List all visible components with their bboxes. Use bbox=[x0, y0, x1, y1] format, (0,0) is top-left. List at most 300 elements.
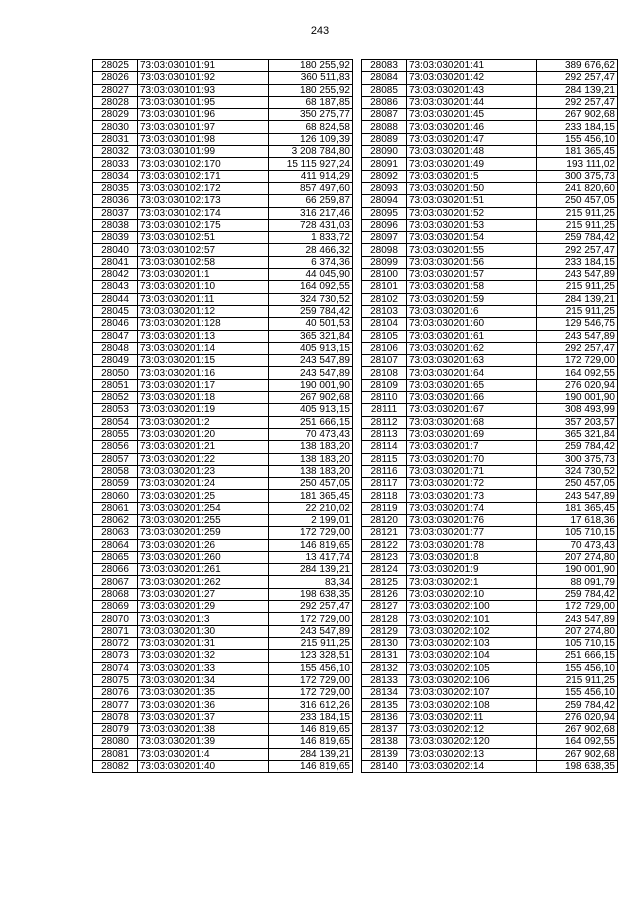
cadastral-number-cell: 73:03:030202:100 bbox=[407, 601, 537, 613]
table-row bbox=[93, 674, 353, 686]
record-number-cell: 28077 bbox=[93, 699, 138, 711]
table-row bbox=[93, 219, 353, 231]
cadastral-number-cell: 73:03:030102:58 bbox=[138, 256, 269, 268]
record-number-cell: 28056 bbox=[93, 441, 138, 453]
record-number-cell: 28094 bbox=[362, 195, 407, 207]
record-number-cell: 28111 bbox=[362, 404, 407, 416]
cadastral-value-cell: 193 111,02 bbox=[537, 158, 618, 170]
cadastral-number-cell: 73:03:030201:39 bbox=[138, 736, 269, 748]
record-number-cell: 28045 bbox=[93, 305, 138, 317]
record-number-cell: 28030 bbox=[93, 121, 138, 133]
record-number-cell: 28050 bbox=[93, 367, 138, 379]
cadastral-number-cell: 73:03:030201:12 bbox=[138, 305, 269, 317]
record-number-cell: 28046 bbox=[93, 318, 138, 330]
cadastral-number-cell: 73:03:030201:27 bbox=[138, 588, 269, 600]
table-row bbox=[362, 490, 618, 502]
cadastral-value-cell: 357 203,57 bbox=[537, 416, 618, 428]
cadastral-value-cell: 66 259,87 bbox=[269, 195, 353, 207]
table-row bbox=[93, 232, 353, 244]
cadastral-value-cell: 251 666,15 bbox=[269, 416, 353, 428]
cadastral-number-cell: 73:03:030101:92 bbox=[138, 72, 269, 84]
cadastral-value-cell: 181 365,45 bbox=[537, 502, 618, 514]
table-row bbox=[362, 416, 618, 428]
cadastral-value-cell: 164 092,55 bbox=[537, 736, 618, 748]
cadastral-value-cell: 207 274,80 bbox=[537, 625, 618, 637]
record-number-cell: 28102 bbox=[362, 293, 407, 305]
cadastral-value-cell: 146 819,65 bbox=[269, 539, 353, 551]
cadastral-value-cell: 233 184,15 bbox=[269, 711, 353, 723]
cadastral-value-cell: 324 730,52 bbox=[537, 465, 618, 477]
record-number-cell: 28082 bbox=[93, 760, 138, 772]
record-number-cell: 28132 bbox=[362, 662, 407, 674]
record-number-cell: 28129 bbox=[362, 625, 407, 637]
cadastral-value-cell: 129 546,75 bbox=[537, 318, 618, 330]
record-number-cell: 28104 bbox=[362, 318, 407, 330]
cadastral-value-cell: 1 833,72 bbox=[269, 232, 353, 244]
cadastral-value-cell: 259 784,42 bbox=[537, 588, 618, 600]
cadastral-value-cell: 389 676,62 bbox=[537, 60, 618, 72]
cadastral-number-cell: 73:03:030102:51 bbox=[138, 232, 269, 244]
cadastral-number-cell: 73:03:030201:67 bbox=[407, 404, 537, 416]
record-number-cell: 28065 bbox=[93, 551, 138, 563]
table-row bbox=[93, 478, 353, 490]
cadastral-number-cell: 73:03:030202:104 bbox=[407, 650, 537, 662]
cadastral-number-cell: 73:03:030102:172 bbox=[138, 182, 269, 194]
record-number-cell: 28031 bbox=[93, 133, 138, 145]
cadastral-number-cell: 73:03:030201:50 bbox=[407, 182, 537, 194]
cadastral-value-cell: 146 819,65 bbox=[269, 724, 353, 736]
record-number-cell: 28116 bbox=[362, 465, 407, 477]
cadastral-value-cell: 138 183,20 bbox=[269, 465, 353, 477]
cadastral-number-cell: 73:03:030201:45 bbox=[407, 109, 537, 121]
record-number-cell: 28088 bbox=[362, 121, 407, 133]
cadastral-number-cell: 73:03:030201:29 bbox=[138, 601, 269, 613]
table-row bbox=[93, 699, 353, 711]
cadastral-number-cell: 73:03:030201:15 bbox=[138, 355, 269, 367]
cadastral-value-cell: 172 729,00 bbox=[537, 601, 618, 613]
cadastral-number-cell: 73:03:030101:95 bbox=[138, 96, 269, 108]
record-number-cell: 28099 bbox=[362, 256, 407, 268]
cadastral-number-cell: 73:03:030102:171 bbox=[138, 170, 269, 182]
cadastral-value-cell: 251 666,15 bbox=[537, 650, 618, 662]
cadastral-number-cell: 73:03:030101:93 bbox=[138, 84, 269, 96]
cadastral-number-cell: 73:03:030201:17 bbox=[138, 379, 269, 391]
cadastral-value-cell: 215 911,25 bbox=[537, 281, 618, 293]
record-number-cell: 28097 bbox=[362, 232, 407, 244]
table-row bbox=[362, 355, 618, 367]
record-number-cell: 28040 bbox=[93, 244, 138, 256]
cadastral-value-cell: 44 045,90 bbox=[269, 269, 353, 281]
cadastral-value-cell: 259 784,42 bbox=[537, 441, 618, 453]
cadastral-value-cell: 83,34 bbox=[269, 576, 353, 588]
cadastral-number-cell: 73:03:030201:51 bbox=[407, 195, 537, 207]
cadastral-value-cell: 243 547,89 bbox=[269, 367, 353, 379]
record-number-cell: 28093 bbox=[362, 182, 407, 194]
cadastral-value-cell: 276 020,94 bbox=[537, 379, 618, 391]
table-row bbox=[93, 133, 353, 145]
cadastral-number-cell: 73:03:030201:60 bbox=[407, 318, 537, 330]
cadastral-value-cell: 207 274,80 bbox=[537, 551, 618, 563]
cadastral-value-cell: 243 547,89 bbox=[269, 355, 353, 367]
record-number-cell: 28051 bbox=[93, 379, 138, 391]
table-row bbox=[93, 527, 353, 539]
record-number-cell: 28027 bbox=[93, 84, 138, 96]
table-row bbox=[93, 724, 353, 736]
record-number-cell: 28033 bbox=[93, 158, 138, 170]
cadastral-value-cell: 22 210,02 bbox=[269, 502, 353, 514]
record-number-cell: 28139 bbox=[362, 748, 407, 760]
cadastral-value-cell: 292 257,47 bbox=[537, 342, 618, 354]
table-row bbox=[93, 72, 353, 84]
cadastral-number-cell: 73:03:030201:58 bbox=[407, 281, 537, 293]
record-number-cell: 28095 bbox=[362, 207, 407, 219]
cadastral-value-cell: 300 375,73 bbox=[537, 453, 618, 465]
record-number-cell: 28081 bbox=[93, 748, 138, 760]
page-number: 243 bbox=[310, 25, 330, 37]
cadastral-value-cell: 241 820,60 bbox=[537, 182, 618, 194]
cadastral-value-cell: 123 328,51 bbox=[269, 650, 353, 662]
cadastral-table-left bbox=[92, 59, 353, 773]
cadastral-number-cell: 73:03:030202:14 bbox=[407, 760, 537, 772]
cadastral-value-cell: 243 547,89 bbox=[537, 490, 618, 502]
cadastral-number-cell: 73:03:030101:91 bbox=[138, 60, 269, 72]
cadastral-number-cell: 73:03:030201:25 bbox=[138, 490, 269, 502]
cadastral-number-cell: 73:03:030102:57 bbox=[138, 244, 269, 256]
cadastral-number-cell: 73:03:030201:76 bbox=[407, 514, 537, 526]
cadastral-value-cell: 259 784,42 bbox=[537, 232, 618, 244]
record-number-cell: 28114 bbox=[362, 441, 407, 453]
record-number-cell: 28061 bbox=[93, 502, 138, 514]
record-number-cell: 28042 bbox=[93, 269, 138, 281]
record-number-cell: 28138 bbox=[362, 736, 407, 748]
record-number-cell: 28084 bbox=[362, 72, 407, 84]
table-row bbox=[93, 760, 353, 772]
record-number-cell: 28054 bbox=[93, 416, 138, 428]
table-row bbox=[362, 576, 618, 588]
cadastral-value-cell: 292 257,47 bbox=[269, 601, 353, 613]
cadastral-value-cell: 243 547,89 bbox=[537, 269, 618, 281]
table-row bbox=[93, 146, 353, 158]
cadastral-number-cell: 73:03:030201:73 bbox=[407, 490, 537, 502]
record-number-cell: 28043 bbox=[93, 281, 138, 293]
table-row bbox=[93, 170, 353, 182]
cadastral-value-cell: 70 473,43 bbox=[537, 539, 618, 551]
table-row bbox=[93, 650, 353, 662]
cadastral-number-cell: 73:03:030101:97 bbox=[138, 121, 269, 133]
table-row bbox=[93, 416, 353, 428]
table-row bbox=[362, 158, 618, 170]
cadastral-value-cell: 15 115 927,24 bbox=[269, 158, 353, 170]
cadastral-number-cell: 73:03:030201:255 bbox=[138, 514, 269, 526]
table-row bbox=[362, 539, 618, 551]
table-row bbox=[362, 760, 618, 772]
cadastral-value-cell: 40 501,53 bbox=[269, 318, 353, 330]
record-number-cell: 28100 bbox=[362, 269, 407, 281]
cadastral-number-cell: 73:03:030202:107 bbox=[407, 687, 537, 699]
record-number-cell: 28131 bbox=[362, 650, 407, 662]
table-row bbox=[93, 637, 353, 649]
cadastral-number-cell: 73:03:030201:31 bbox=[138, 637, 269, 649]
cadastral-value-cell: 259 784,42 bbox=[269, 305, 353, 317]
cadastral-value-cell: 243 547,89 bbox=[537, 330, 618, 342]
cadastral-value-cell: 215 911,25 bbox=[537, 207, 618, 219]
table-row bbox=[93, 256, 353, 268]
record-number-cell: 28124 bbox=[362, 564, 407, 576]
record-number-cell: 28049 bbox=[93, 355, 138, 367]
table-row bbox=[93, 428, 353, 440]
table-row bbox=[93, 392, 353, 404]
cadastral-value-cell: 215 911,25 bbox=[269, 637, 353, 649]
cadastral-number-cell: 73:03:030201:62 bbox=[407, 342, 537, 354]
cadastral-number-cell: 73:03:030201:24 bbox=[138, 478, 269, 490]
cadastral-value-cell: 164 092,55 bbox=[537, 367, 618, 379]
cadastral-value-cell: 215 911,25 bbox=[537, 674, 618, 686]
cadastral-number-cell: 73:03:030201:71 bbox=[407, 465, 537, 477]
record-number-cell: 28128 bbox=[362, 613, 407, 625]
table-row bbox=[362, 84, 618, 96]
table-row bbox=[362, 293, 618, 305]
record-number-cell: 28118 bbox=[362, 490, 407, 502]
cadastral-number-cell: 73:03:030201:40 bbox=[138, 760, 269, 772]
cadastral-number-cell: 73:03:030201:261 bbox=[138, 564, 269, 576]
record-number-cell: 28053 bbox=[93, 404, 138, 416]
cadastral-value-cell: 324 730,52 bbox=[269, 293, 353, 305]
record-number-cell: 28044 bbox=[93, 293, 138, 305]
cadastral-value-cell: 405 913,15 bbox=[269, 404, 353, 416]
cadastral-value-cell: 138 183,20 bbox=[269, 453, 353, 465]
table-row bbox=[93, 84, 353, 96]
record-number-cell: 28064 bbox=[93, 539, 138, 551]
table-row bbox=[362, 318, 618, 330]
cadastral-number-cell: 73:03:030201:43 bbox=[407, 84, 537, 96]
table-row bbox=[362, 404, 618, 416]
record-number-cell: 28025 bbox=[93, 60, 138, 72]
cadastral-value-cell: 181 365,45 bbox=[537, 146, 618, 158]
table-row bbox=[362, 748, 618, 760]
record-number-cell: 28090 bbox=[362, 146, 407, 158]
table-row bbox=[93, 514, 353, 526]
cadastral-number-cell: 73:03:030201:20 bbox=[138, 428, 269, 440]
table-row bbox=[93, 502, 353, 514]
cadastral-value-cell: 233 184,15 bbox=[537, 121, 618, 133]
cadastral-number-cell: 73:03:030201:56 bbox=[407, 256, 537, 268]
cadastral-value-cell: 155 456,10 bbox=[537, 133, 618, 145]
cadastral-value-cell: 172 729,00 bbox=[269, 687, 353, 699]
record-number-cell: 28039 bbox=[93, 232, 138, 244]
cadastral-value-cell: 190 001,90 bbox=[537, 392, 618, 404]
table-row bbox=[362, 392, 618, 404]
cadastral-value-cell: 292 257,47 bbox=[537, 72, 618, 84]
table-row bbox=[362, 662, 618, 674]
table-row bbox=[362, 551, 618, 563]
cadastral-value-cell: 13 417,74 bbox=[269, 551, 353, 563]
table-row bbox=[362, 514, 618, 526]
record-number-cell: 28136 bbox=[362, 711, 407, 723]
cadastral-number-cell: 73:03:030201:37 bbox=[138, 711, 269, 723]
table-row bbox=[93, 662, 353, 674]
cadastral-number-cell: 73:03:030201:41 bbox=[407, 60, 537, 72]
table-row bbox=[362, 133, 618, 145]
record-number-cell: 28078 bbox=[93, 711, 138, 723]
cadastral-number-cell: 73:03:030201:44 bbox=[407, 96, 537, 108]
record-number-cell: 28089 bbox=[362, 133, 407, 145]
table-row bbox=[93, 625, 353, 637]
cadastral-number-cell: 73:03:030201:19 bbox=[138, 404, 269, 416]
cadastral-value-cell: 172 729,00 bbox=[537, 355, 618, 367]
cadastral-number-cell: 73:03:030201:30 bbox=[138, 625, 269, 637]
cadastral-number-cell: 73:03:030201:78 bbox=[407, 539, 537, 551]
record-number-cell: 28071 bbox=[93, 625, 138, 637]
table-row bbox=[362, 453, 618, 465]
table-row bbox=[93, 305, 353, 317]
cadastral-value-cell: 105 710,15 bbox=[537, 637, 618, 649]
record-number-cell: 28029 bbox=[93, 109, 138, 121]
table-row bbox=[362, 96, 618, 108]
cadastral-value-cell: 172 729,00 bbox=[269, 527, 353, 539]
cadastral-number-cell: 73:03:030201:64 bbox=[407, 367, 537, 379]
cadastral-value-cell: 250 457,05 bbox=[537, 195, 618, 207]
cadastral-value-cell: 267 902,68 bbox=[537, 748, 618, 760]
cadastral-number-cell: 73:03:030201:5 bbox=[407, 170, 537, 182]
cadastral-value-cell: 308 493,99 bbox=[537, 404, 618, 416]
table-row bbox=[362, 121, 618, 133]
record-number-cell: 28073 bbox=[93, 650, 138, 662]
cadastral-value-cell: 276 020,94 bbox=[537, 711, 618, 723]
record-number-cell: 28070 bbox=[93, 613, 138, 625]
cadastral-number-cell: 73:03:030202:12 bbox=[407, 724, 537, 736]
record-number-cell: 28068 bbox=[93, 588, 138, 600]
cadastral-value-cell: 180 255,92 bbox=[269, 60, 353, 72]
cadastral-number-cell: 73:03:030201:70 bbox=[407, 453, 537, 465]
cadastral-number-cell: 73:03:030202:103 bbox=[407, 637, 537, 649]
cadastral-number-cell: 73:03:030201:254 bbox=[138, 502, 269, 514]
record-number-cell: 28026 bbox=[93, 72, 138, 84]
cadastral-number-cell: 73:03:030201:26 bbox=[138, 539, 269, 551]
table-row bbox=[362, 637, 618, 649]
cadastral-number-cell: 73:03:030201:9 bbox=[407, 564, 537, 576]
cadastral-value-cell: 155 456,10 bbox=[537, 662, 618, 674]
cadastral-value-cell: 155 456,10 bbox=[537, 687, 618, 699]
cadastral-number-cell: 73:03:030101:96 bbox=[138, 109, 269, 121]
cadastral-number-cell: 73:03:030201:8 bbox=[407, 551, 537, 563]
cadastral-value-cell: 198 638,35 bbox=[537, 760, 618, 772]
record-number-cell: 28035 bbox=[93, 182, 138, 194]
table-row bbox=[362, 305, 618, 317]
table-row bbox=[362, 613, 618, 625]
cadastral-number-cell: 73:03:030201:36 bbox=[138, 699, 269, 711]
cadastral-number-cell: 73:03:030201:77 bbox=[407, 527, 537, 539]
table-row bbox=[362, 244, 618, 256]
table-row bbox=[93, 158, 353, 170]
table-row bbox=[93, 539, 353, 551]
cadastral-value-cell: 190 001,90 bbox=[537, 564, 618, 576]
cadastral-number-cell: 73:03:030201:61 bbox=[407, 330, 537, 342]
table-row bbox=[93, 379, 353, 391]
cadastral-number-cell: 73:03:030201:65 bbox=[407, 379, 537, 391]
table-row bbox=[362, 601, 618, 613]
table-row bbox=[93, 465, 353, 477]
record-number-cell: 28041 bbox=[93, 256, 138, 268]
record-number-cell: 28091 bbox=[362, 158, 407, 170]
record-number-cell: 28062 bbox=[93, 514, 138, 526]
record-number-cell: 28034 bbox=[93, 170, 138, 182]
cadastral-value-cell: 857 497,60 bbox=[269, 182, 353, 194]
table-row bbox=[362, 588, 618, 600]
cadastral-value-cell: 3 208 784,80 bbox=[269, 146, 353, 158]
record-number-cell: 28059 bbox=[93, 478, 138, 490]
cadastral-number-cell: 73:03:030202:11 bbox=[407, 711, 537, 723]
record-number-cell: 28032 bbox=[93, 146, 138, 158]
table-row bbox=[93, 96, 353, 108]
record-number-cell: 28130 bbox=[362, 637, 407, 649]
cadastral-value-cell: 267 902,68 bbox=[269, 392, 353, 404]
cadastral-value-cell: 405 913,15 bbox=[269, 342, 353, 354]
table-row bbox=[362, 367, 618, 379]
table-row bbox=[362, 699, 618, 711]
cadastral-value-cell: 215 911,25 bbox=[537, 305, 618, 317]
cadastral-value-cell: 6 374,36 bbox=[269, 256, 353, 268]
record-number-cell: 28036 bbox=[93, 195, 138, 207]
cadastral-number-cell: 73:03:030201:7 bbox=[407, 441, 537, 453]
record-number-cell: 28110 bbox=[362, 392, 407, 404]
cadastral-number-cell: 73:03:030202:13 bbox=[407, 748, 537, 760]
table-row bbox=[362, 736, 618, 748]
cadastral-number-cell: 73:03:030201:1 bbox=[138, 269, 269, 281]
record-number-cell: 28092 bbox=[362, 170, 407, 182]
cadastral-value-cell: 292 257,47 bbox=[537, 96, 618, 108]
cadastral-value-cell: 146 819,65 bbox=[269, 760, 353, 772]
cadastral-number-cell: 73:03:030201:10 bbox=[138, 281, 269, 293]
cadastral-number-cell: 73:03:030102:170 bbox=[138, 158, 269, 170]
cadastral-value-cell: 181 365,45 bbox=[269, 490, 353, 502]
cadastral-number-cell: 73:03:030201:38 bbox=[138, 724, 269, 736]
record-number-cell: 28133 bbox=[362, 674, 407, 686]
table-row bbox=[362, 170, 618, 182]
table-row bbox=[362, 564, 618, 576]
cadastral-number-cell: 73:03:030102:174 bbox=[138, 207, 269, 219]
cadastral-number-cell: 73:03:030102:175 bbox=[138, 219, 269, 231]
record-number-cell: 28028 bbox=[93, 96, 138, 108]
cadastral-value-cell: 243 547,89 bbox=[537, 613, 618, 625]
record-number-cell: 28098 bbox=[362, 244, 407, 256]
cadastral-value-cell: 126 109,39 bbox=[269, 133, 353, 145]
cadastral-number-cell: 73:03:030201:53 bbox=[407, 219, 537, 231]
cadastral-number-cell: 73:03:030201:22 bbox=[138, 453, 269, 465]
record-number-cell: 28047 bbox=[93, 330, 138, 342]
cadastral-value-cell: 284 139,21 bbox=[269, 564, 353, 576]
record-number-cell: 28076 bbox=[93, 687, 138, 699]
table-row bbox=[93, 588, 353, 600]
cadastral-value-cell: 259 784,42 bbox=[537, 699, 618, 711]
table-row bbox=[362, 527, 618, 539]
cadastral-number-cell: 73:03:030201:14 bbox=[138, 342, 269, 354]
table-row bbox=[93, 404, 353, 416]
cadastral-value-cell: 411 914,29 bbox=[269, 170, 353, 182]
record-number-cell: 28069 bbox=[93, 601, 138, 613]
cadastral-value-cell: 233 184,15 bbox=[537, 256, 618, 268]
cadastral-number-cell: 73:03:030201:72 bbox=[407, 478, 537, 490]
cadastral-number-cell: 73:03:030201:66 bbox=[407, 392, 537, 404]
cadastral-number-cell: 73:03:030202:120 bbox=[407, 736, 537, 748]
table-row bbox=[362, 72, 618, 84]
record-number-cell: 28137 bbox=[362, 724, 407, 736]
cadastral-value-cell: 70 473,43 bbox=[269, 428, 353, 440]
record-number-cell: 28101 bbox=[362, 281, 407, 293]
cadastral-value-cell: 360 511,83 bbox=[269, 72, 353, 84]
cadastral-number-cell: 73:03:030202:102 bbox=[407, 625, 537, 637]
table-row bbox=[93, 182, 353, 194]
cadastral-value-cell: 198 638,35 bbox=[269, 588, 353, 600]
